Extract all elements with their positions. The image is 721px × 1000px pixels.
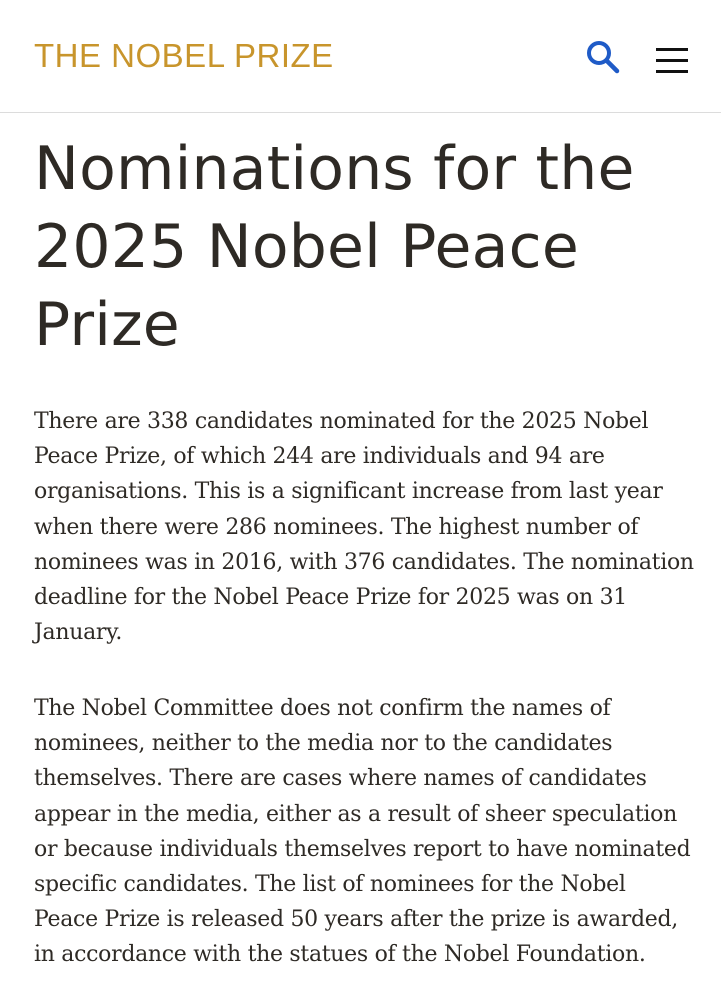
page-title: Nominations for the 2025 Nobel Peace Prize (34, 134, 635, 360)
site-logo[interactable]: THE NOBEL PRIZE (34, 37, 334, 74)
menu-button[interactable] (652, 44, 692, 78)
article-paragraph: The Nobel Committee does not confirm the names of nominees, neither to the media nor to the candidates themselves. There are cases where names of candidates appear in the media, either as a result of sheer speculation or because individuals themselves report to have nominated specific candidates. The list of nominees for the Nobel Peace Prize is released 50 years after the prize is awarded, in accordance with the statues of the Nobel Foundation. (34, 696, 691, 968)
search-icon (583, 38, 623, 78)
article-paragraph: There are 338 candidates nominated for the 2025 Nobel Peace Prize, of which 244 are individuals and 94 are organisations. This is a significant increase from last year when there were 286 nominees. The highest number of nominees was in 2016, with 376 candidates. The nomination deadline for the Nobel Peace Prize for 2025 was on 31 January. (34, 409, 694, 646)
site-header (0, 0, 721, 113)
hamburger-menu-icon (652, 44, 692, 78)
search-button[interactable] (583, 38, 623, 78)
